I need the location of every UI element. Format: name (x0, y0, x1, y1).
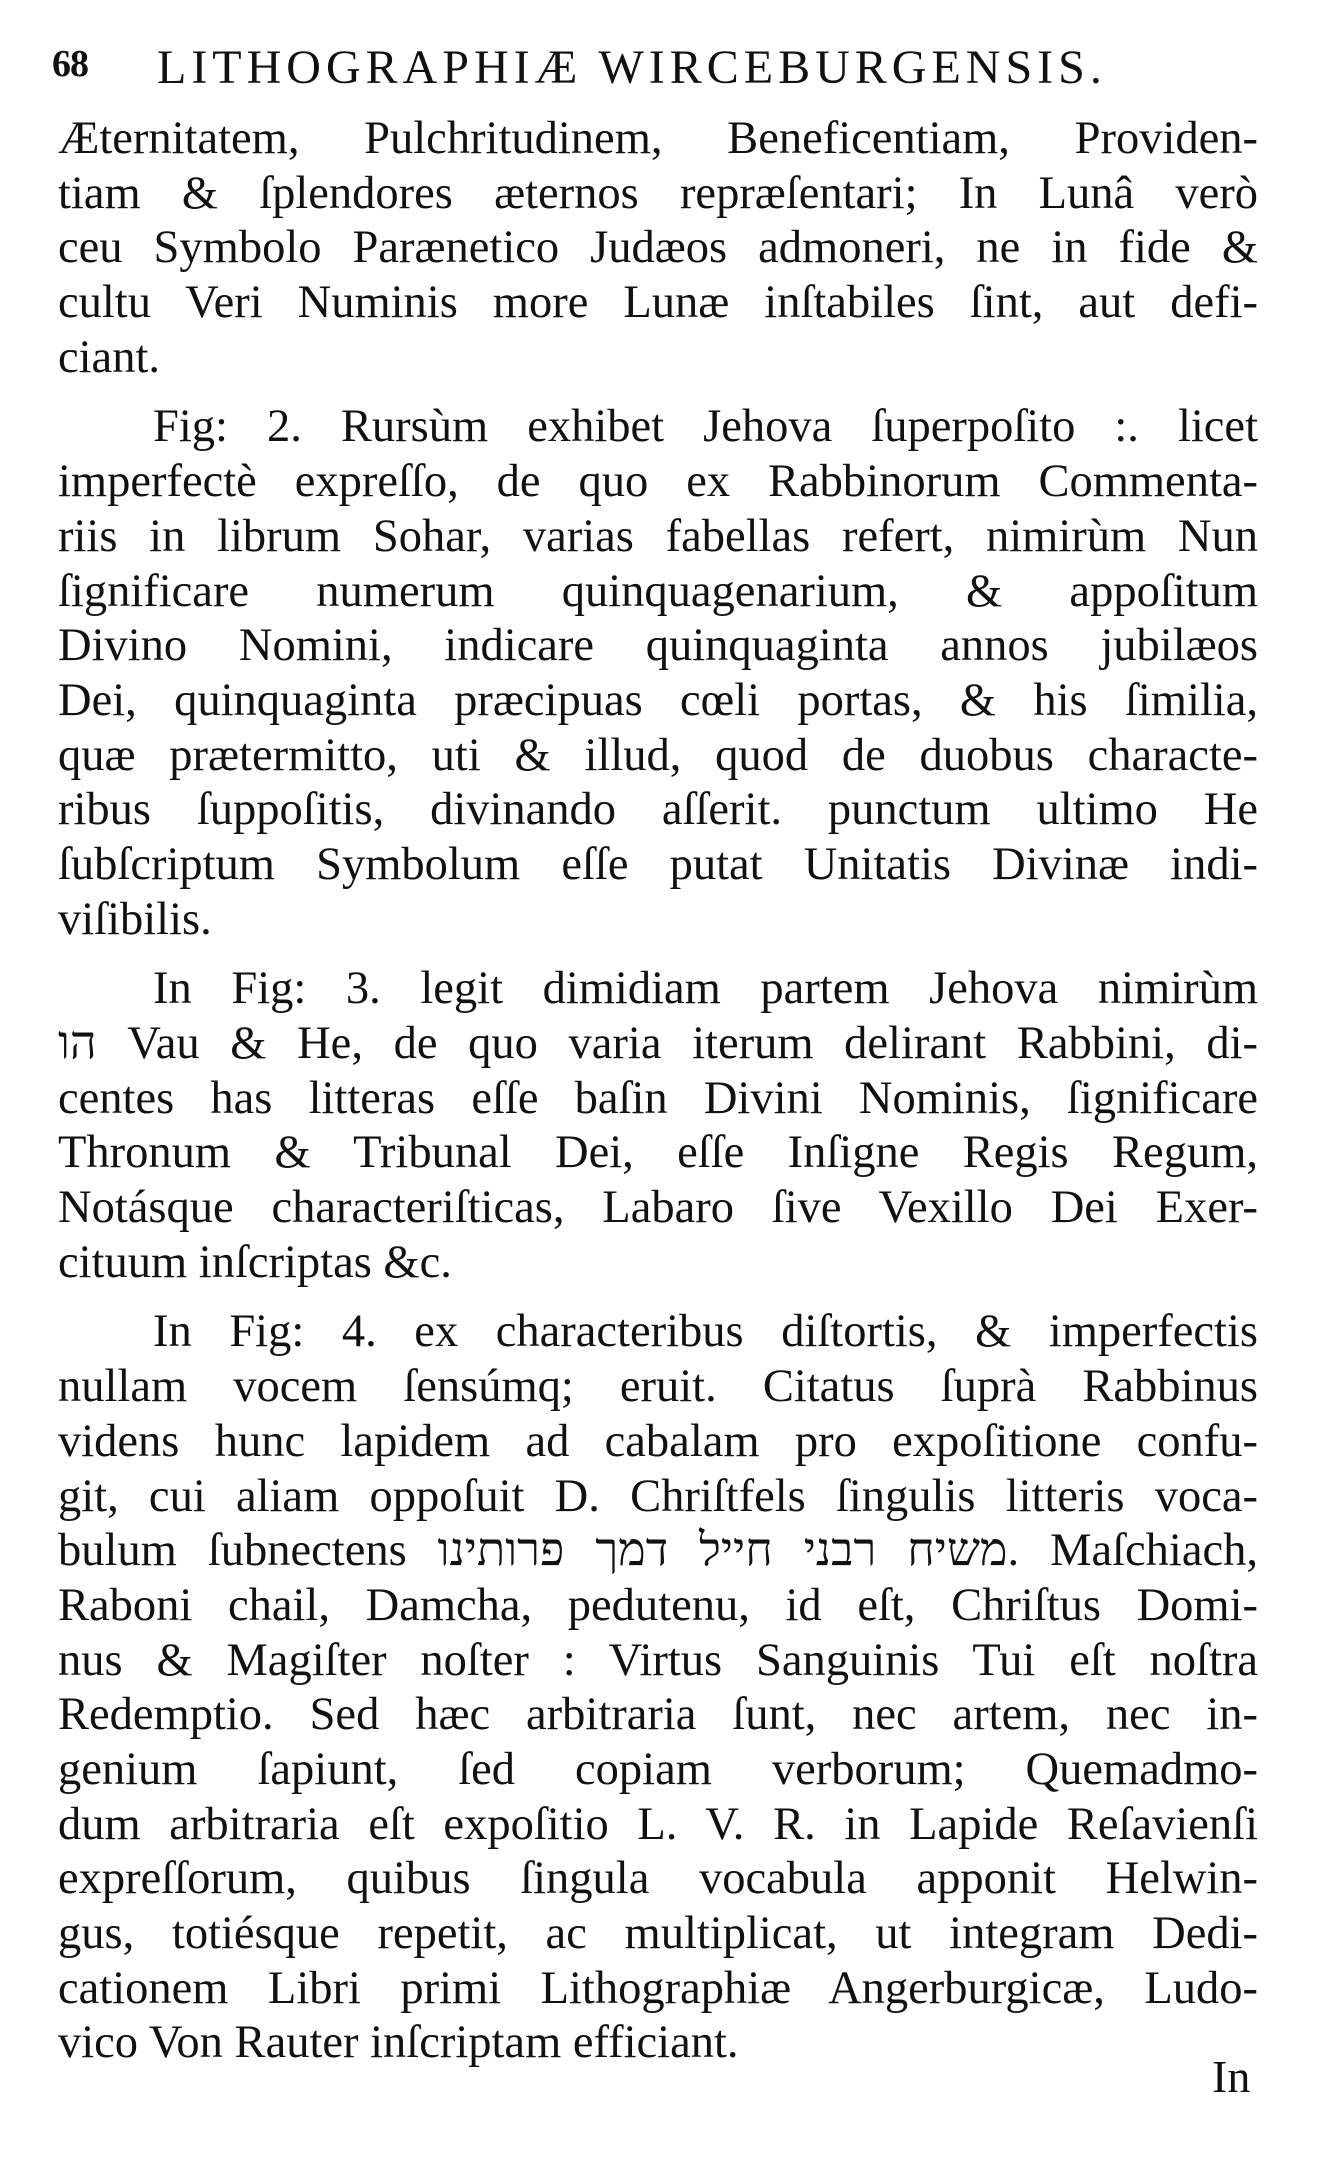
text-line: Thronum & Tribunal Dei, eſſe Inſigne Regis Regum, (58, 1127, 1258, 1179)
text-line: imperfectè expreſſo, de quo ex Rabbinorum Commenta- (58, 456, 1258, 508)
page-header (52, 22, 1252, 102)
text-line: הו Vau & He, de quo varia iterum delirant Rabbini, di- (58, 1018, 1258, 1069)
text-line: Fig: 2. Rursùm exhibet Jehova ſuperpoſito :. licet (153, 401, 1258, 453)
text-line: expreſſorum, quibus ſingula vocabula apponit Helwin- (58, 1853, 1258, 1905)
text-line: vico Von Rauter inſcriptam efficiant. (58, 2017, 739, 2069)
text-line: centes has litteras eſſe baſin Divini Nominis, ſignificare (58, 1072, 1258, 1124)
text-line: Dei, quinquaginta præcipuas cœli portas, & his ſimilia, (58, 674, 1258, 726)
text-line: In Fig: 3. legit dimidiam partem Jehova nimirùm (153, 963, 1258, 1015)
paragraph-3 (58, 962, 1258, 1290)
page-number: 68 (52, 43, 88, 85)
text-line: cituum inſcriptas &c. (58, 1236, 452, 1288)
text-line: nullam vocem ſensúmq; eruit. Citatus ſuprà Rabbinus (58, 1361, 1258, 1413)
text-line: viſibilis. (58, 893, 212, 945)
text-line: ciant. (58, 331, 160, 383)
paragraph-1 (58, 112, 1258, 385)
text-line: genium ſapiunt, ſed copiam verborum; Quemadmo- (58, 1743, 1258, 1795)
text-line: quæ prætermitto, uti & illud, quod de duobus characte- (58, 729, 1258, 781)
body-text (58, 112, 1258, 2071)
paragraph-2 (58, 400, 1258, 947)
text-line: Æternitatem, Pulchritudinem, Beneficentiam, Providen- (58, 113, 1258, 164)
text-line: ceu Symbolo Parænetico Judæos admoneri, ne in fide & (58, 222, 1258, 274)
text-line: Redemptio. Sed hæc arbitraria ſunt, nec artem, nec in- (58, 1689, 1258, 1741)
text-line: Raboni chail, Damcha, pedutenu, id eſt, Chriſtus Domi- (58, 1579, 1258, 1631)
text-line: In Fig: 4. ex characteribus diſtortis, & imperfectis (153, 1306, 1258, 1358)
text-line: cationem Libri primi Lithographiæ Angerburgicæ, Ludo- (58, 1962, 1258, 2014)
text-line: ſubſcriptum Symbolum eſſe putat Unitatis Divinæ indi- (58, 838, 1258, 890)
running-title: LITHOGRAPHIÆ WIRCEBURGENSIS. (157, 41, 1107, 94)
catchword: In (1212, 2051, 1251, 2102)
text-line: gus, totiésque repetit, ac multiplicat, ut integram Dedi- (58, 1908, 1258, 1959)
text-line: cultu Veri Numinis more Lunæ inſtabiles ſint, aut defi- (58, 277, 1258, 329)
text-line: ſignificare numerum quinquagenarium, & appoſitum (58, 565, 1258, 617)
text-line: bulum ſubnectens משיח רבני חייל דמך פרותינו. Maſchiach, (58, 1525, 1258, 1577)
text-line: videns hunc lapidem ad cabalam pro expoſitione confu- (58, 1415, 1258, 1467)
text-line: riis in librum Sohar, varias fabellas refert, nimirùm Nun (58, 510, 1258, 562)
text-line: tiam & ſplendores æternos repræſentari; In Lunâ verò (58, 167, 1258, 219)
text-line: git, cui aliam oppoſuit D. Chriſtfels ſingulis litteris voca- (58, 1470, 1258, 1522)
text-line: Divino Nomini, indicare quinquaginta annos jubilæos (58, 620, 1258, 672)
text-line: ribus ſuppoſitis, divinando aſſerit. punctum ultimo He (58, 784, 1258, 836)
text-line: dum arbitraria eſt expoſitio L. V. R. in Lapide Reſavienſi (58, 1798, 1258, 1850)
text-line: nus & Magiſter noſter : Virtus Sanguinis Tui eſt noſtra (58, 1634, 1258, 1686)
text-line: Notásque characteriſticas, Labaro ſive Vexillo Dei Exer- (58, 1182, 1258, 1234)
paragraph-4 (58, 1305, 1258, 2071)
